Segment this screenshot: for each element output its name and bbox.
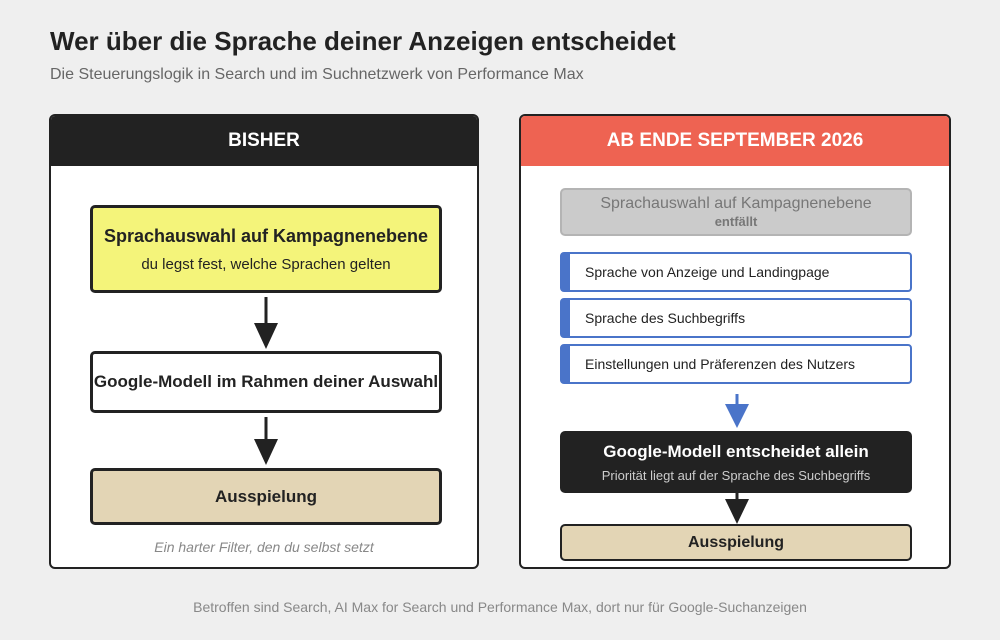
delivery-box: Ausspielung bbox=[90, 468, 442, 525]
signal-label: Einstellungen und Präferenzen des Nutzers bbox=[585, 356, 856, 372]
campaign-language-selection-subtitle: du legst fest, welche Sprachen gelten bbox=[141, 255, 391, 273]
google-model-autonomous-title: Google-Modell entscheidet allein bbox=[603, 441, 869, 461]
campaign-language-selection-box bbox=[90, 205, 442, 293]
signal-accent-bar bbox=[562, 300, 570, 336]
panel-before-header: BISHER bbox=[51, 116, 477, 166]
removed-language-selection-status: entfällt bbox=[714, 214, 758, 229]
signal-label: Sprache von Anzeige und Landingpage bbox=[585, 264, 830, 280]
arrow-down-icon bbox=[252, 417, 280, 465]
panel-before-caption: Ein harter Filter, den du selbst setzt bbox=[154, 539, 374, 555]
page-title: Wer über die Sprache deiner Anzeigen entscheidet bbox=[50, 26, 676, 56]
arrow-down-icon bbox=[252, 297, 280, 349]
footer-note: Betroffen sind Search, AI Max for Search und Performance Max, dort nur für Google-Suchanzeigen bbox=[193, 599, 807, 615]
panel-after bbox=[519, 114, 951, 569]
removed-language-selection-title: Sprachauswahl auf Kampagnenebene bbox=[600, 195, 872, 212]
signal-accent-bar bbox=[562, 254, 570, 290]
arrow-down-icon bbox=[723, 394, 751, 428]
signal-item bbox=[560, 252, 912, 292]
signal-item bbox=[560, 344, 912, 384]
delivery-box: Ausspielung bbox=[560, 524, 912, 561]
google-model-constrained-box: Google-Modell im Rahmen deiner Auswahl bbox=[90, 351, 442, 413]
google-model-autonomous-box bbox=[560, 431, 912, 493]
panel-after-header: AB ENDE SEPTEMBER 2026 bbox=[521, 116, 949, 166]
signal-label: Sprache des Suchbegriffs bbox=[585, 310, 746, 326]
arrow-down-icon bbox=[723, 493, 751, 524]
google-model-autonomous-subtitle: Priorität liegt auf der Sprache des Suchbegriffs bbox=[601, 467, 871, 483]
campaign-language-selection-title: Sprachauswahl auf Kampagnenebene bbox=[103, 225, 429, 246]
signal-accent-bar bbox=[562, 346, 570, 382]
panel-before bbox=[49, 114, 479, 569]
removed-language-selection-box bbox=[560, 188, 912, 236]
signal-item bbox=[560, 298, 912, 338]
page-subtitle: Die Steuerungslogik in Search und im Suchnetzwerk von Performance Max bbox=[50, 66, 584, 83]
